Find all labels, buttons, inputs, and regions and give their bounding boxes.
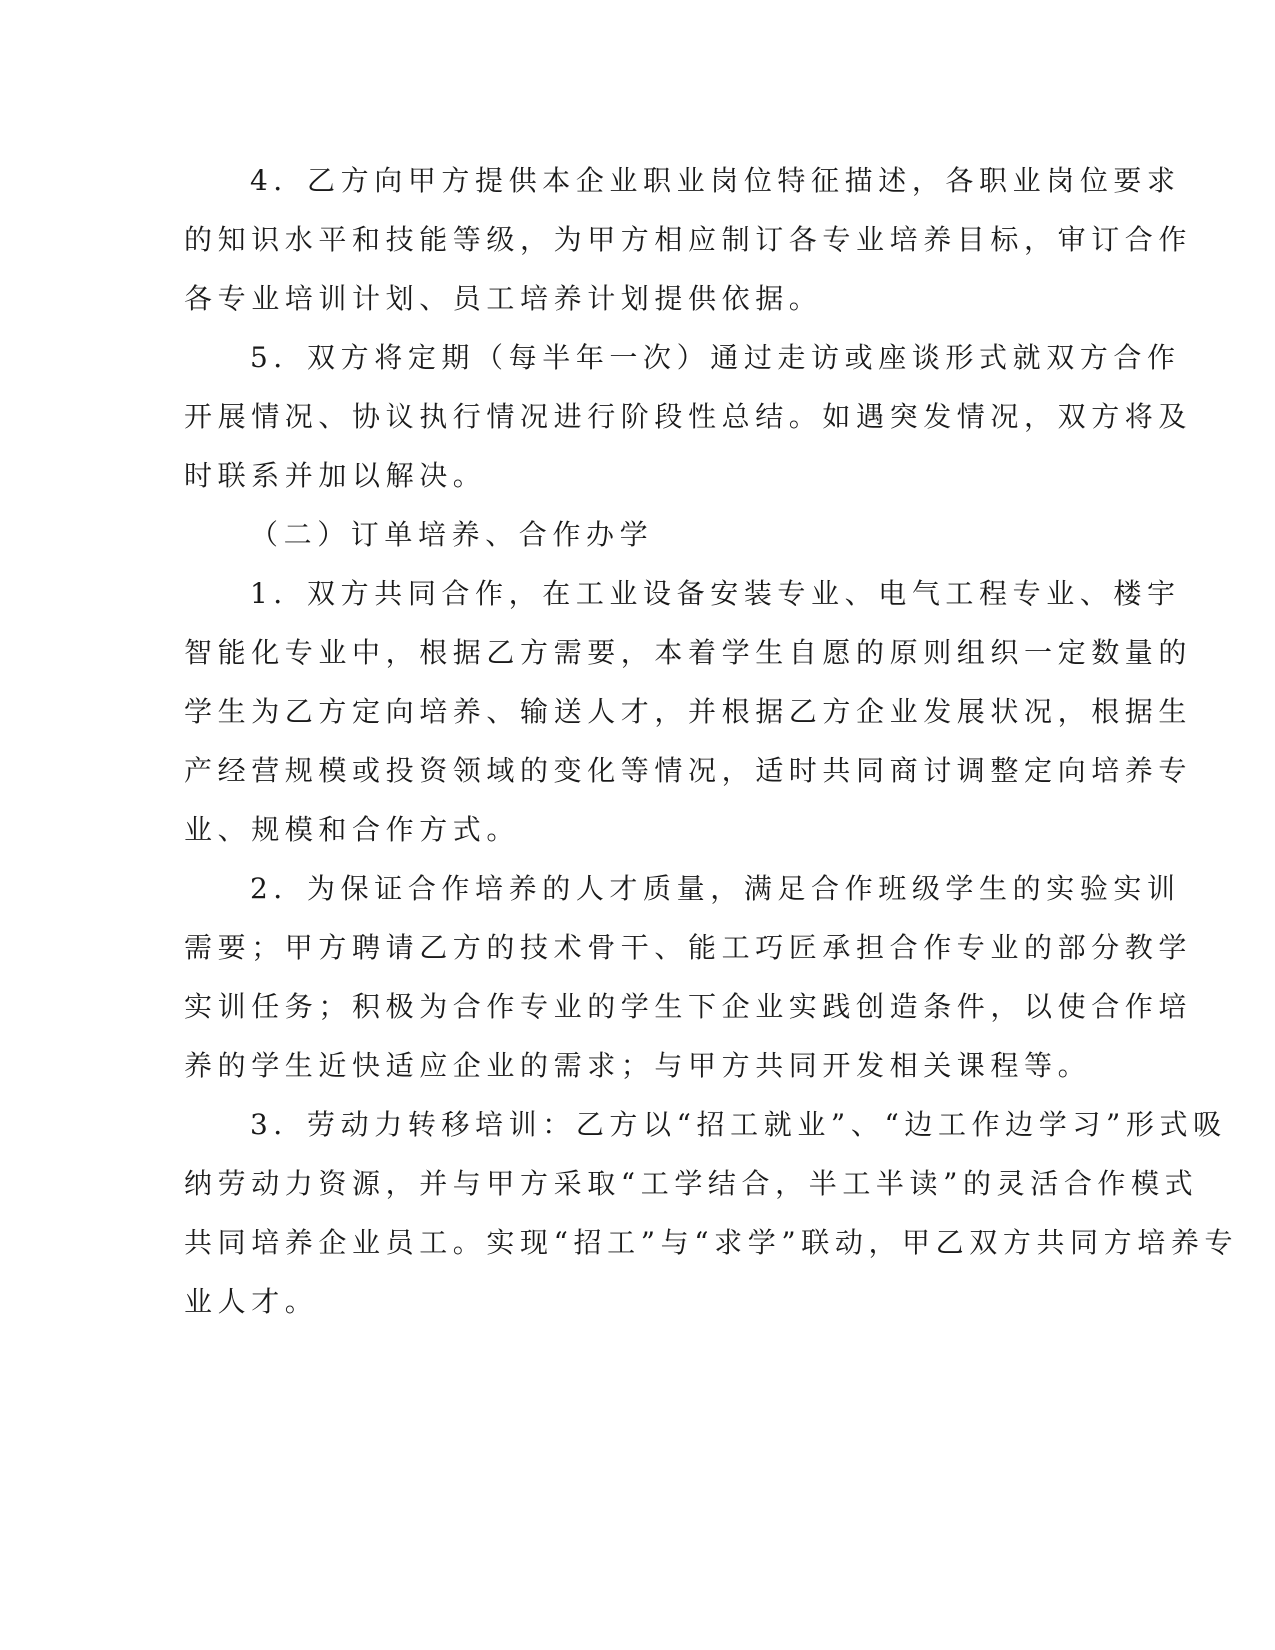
paragraph-1-line-2: 的知识水平和技能等级，为甲方相应制订各专业培养目标，审订合作 — [184, 223, 1193, 256]
paragraph-5-line-1: 3．劳动力转移培训：乙方以“招工就业”、“边工作边学习”形式吸 — [250, 1108, 1227, 1141]
paragraph-3-line-1: 1．双方共同合作，在工业设备安装专业、电气工程专业、楼宇 — [250, 577, 1181, 610]
section-heading: （二）订单培养、合作办学 — [250, 518, 654, 551]
paragraph-4-line-3: 实训任务；积极为合作专业的学生下企业实践创造条件，以使合作培 — [184, 990, 1193, 1023]
paragraph-2-line-1: 5．双方将定期（每半年一次）通过走访或座谈形式就双方合作 — [250, 341, 1181, 374]
paragraph-3-line-3: 学生为乙方定向培养、输送人才，并根据乙方企业发展状况，根据生 — [184, 695, 1193, 728]
paragraph-4-line-4: 养的学生近快适应企业的需求；与甲方共同开发相关课程等。 — [184, 1049, 1092, 1082]
paragraph-1-line-1: 4．乙方向甲方提供本企业职业岗位特征描述，各职业岗位要求 — [250, 164, 1181, 197]
paragraph-4-line-2: 需要；甲方聘请乙方的技术骨干、能工巧匠承担合作专业的部分教学 — [184, 931, 1193, 964]
paragraph-3-line-2: 智能化专业中，根据乙方需要，本着学生自愿的原则组织一定数量的 — [184, 636, 1193, 669]
paragraph-5-line-2: 纳劳动力资源，并与甲方采取“工学结合，半工半读”的灵活合作模式 — [184, 1167, 1199, 1200]
paragraph-3-line-4: 产经营规模或投资领域的变化等情况，适时共同商讨调整定向培养专 — [184, 754, 1193, 787]
paragraph-1-line-3: 各专业培训计划、员工培养计划提供依据。 — [184, 282, 823, 315]
paragraph-4-line-1: 2．为保证合作培养的人才质量，满足合作班级学生的实验实训 — [250, 872, 1181, 905]
paragraph-3-line-5: 业、规模和合作方式。 — [184, 813, 521, 846]
paragraph-2-line-2: 开展情况、协议执行情况进行阶段性总结。如遇突发情况，双方将及 — [184, 400, 1193, 433]
paragraph-5-line-3: 共同培养企业员工。实现“招工”与“求学”联动，甲乙双方共同方培养专 — [184, 1226, 1239, 1259]
paragraph-5-line-4: 业人才。 — [184, 1285, 319, 1318]
paragraph-2-line-3: 时联系并加以解决。 — [184, 459, 487, 492]
